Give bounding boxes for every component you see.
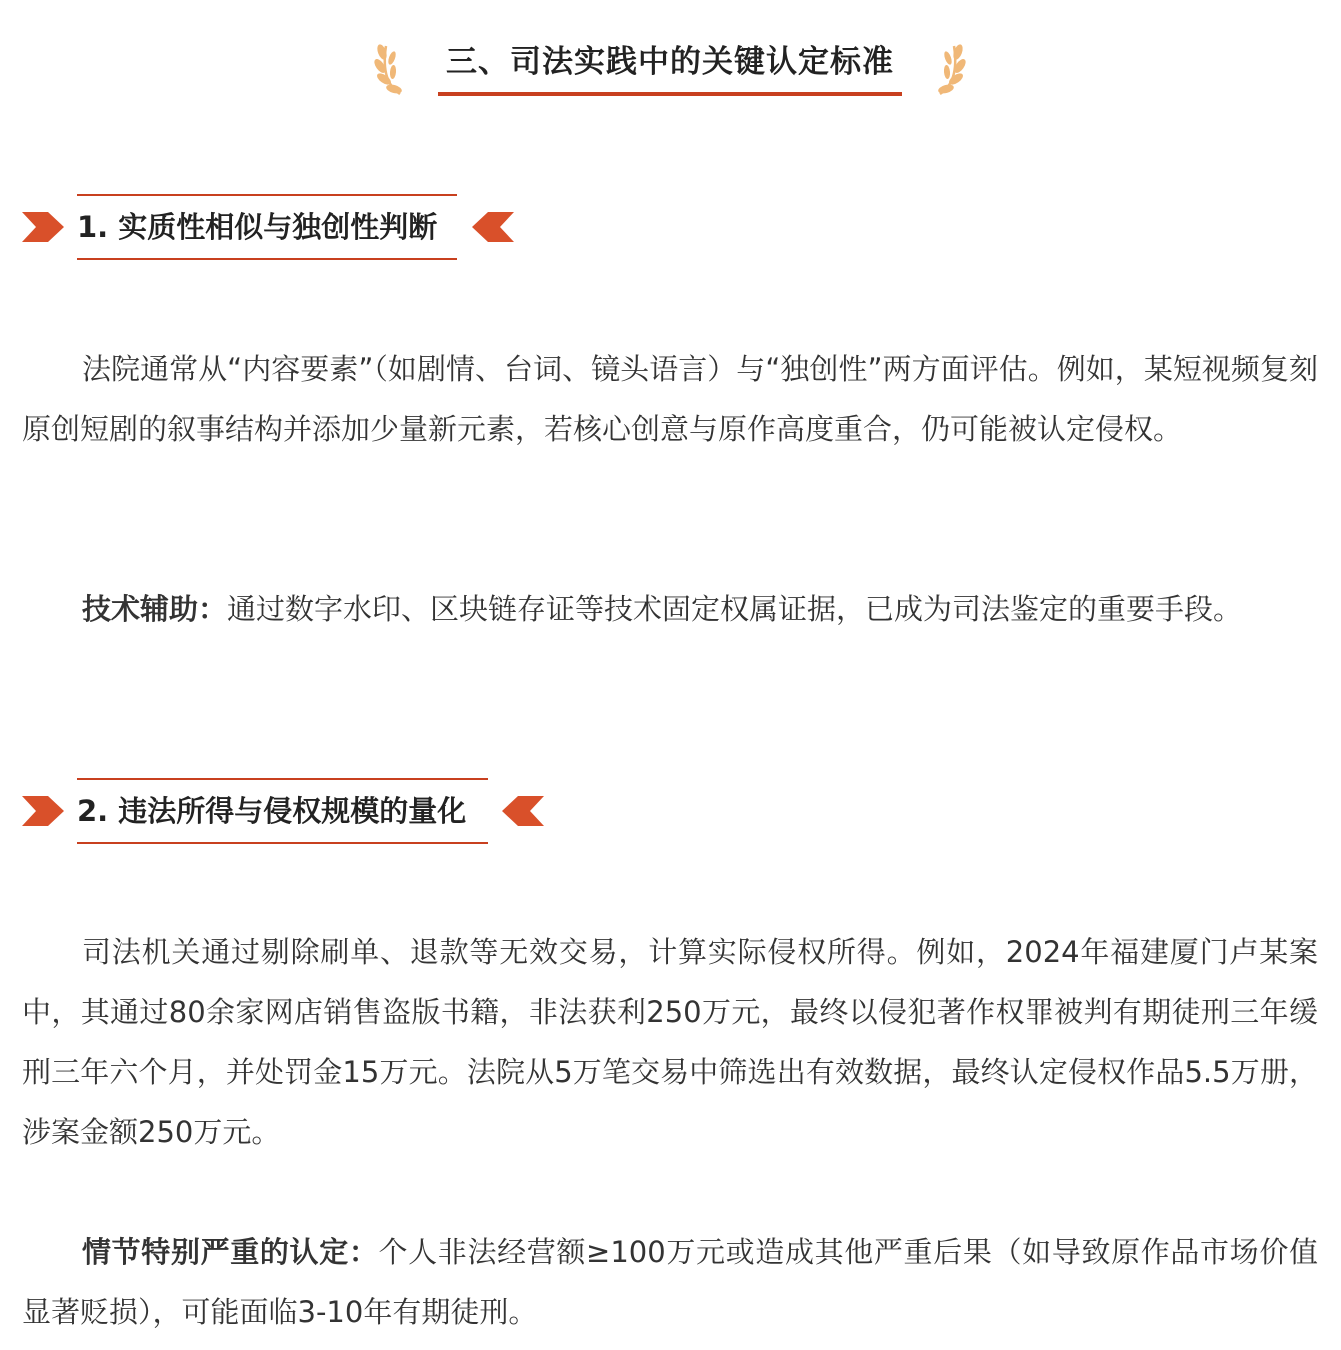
section-heading-1 bbox=[22, 194, 522, 260]
paragraph bbox=[22, 339, 1318, 459]
chevron-right-icon bbox=[22, 212, 66, 242]
chevron-left-icon bbox=[470, 212, 514, 242]
paragraph bbox=[22, 579, 1318, 639]
paragraph-text: 通过数字水印、区块链存证等技术固定权属证据，已成为司法鉴定的重要手段。 bbox=[227, 592, 1243, 626]
laurel-right-icon bbox=[928, 36, 968, 98]
chevron-left-icon bbox=[500, 796, 544, 826]
paragraph-bold: 情节特别严重的认定： bbox=[82, 1235, 379, 1269]
paragraph-text: 个人非法经营额≥100万元或造成其他严重后果（如导致原作品市场价值显著贬损），可能面临3-10年有期徒刑。 bbox=[22, 1235, 1318, 1329]
paragraph-text: 司法机关通过剔除刷单、退款等无效交易，计算实际侵权所得。例如，2024年福建厦门卢某案中，其通过80余家网店销售盗版书籍，非法获利250万元，最终以侵犯著作权罪被判有期徒刑三年缓刑三年六个月，并处罚金15万元。法院从5万笔交易中筛选出有效数据，最终认定侵权作品5.5万册，涉案金额250万元。 bbox=[22, 935, 1318, 1149]
section-title-2: 2. 违法所得与侵权规模的量化 bbox=[77, 778, 488, 844]
chevron-right-icon bbox=[22, 796, 66, 826]
page-title: 三、司法实践中的关键认定标准 bbox=[438, 40, 902, 96]
paragraph-bold: 技术辅助： bbox=[82, 592, 228, 626]
paragraph-text: 法院通常从“内容要素”（如剧情、台词、镜头语言）与“独创性”两方面评估。例如，某短视频复刻原创短剧的叙事结构并添加少量新元素，若核心创意与原作高度重合，仍可能被认定侵权。 bbox=[22, 352, 1318, 446]
section-title-1: 1. 实质性相似与独创性判断 bbox=[77, 194, 457, 260]
section-heading-2 bbox=[22, 778, 552, 844]
paragraph bbox=[22, 922, 1318, 1162]
paragraph bbox=[22, 1222, 1318, 1342]
laurel-left-icon bbox=[372, 36, 412, 98]
main-heading bbox=[0, 36, 1341, 106]
